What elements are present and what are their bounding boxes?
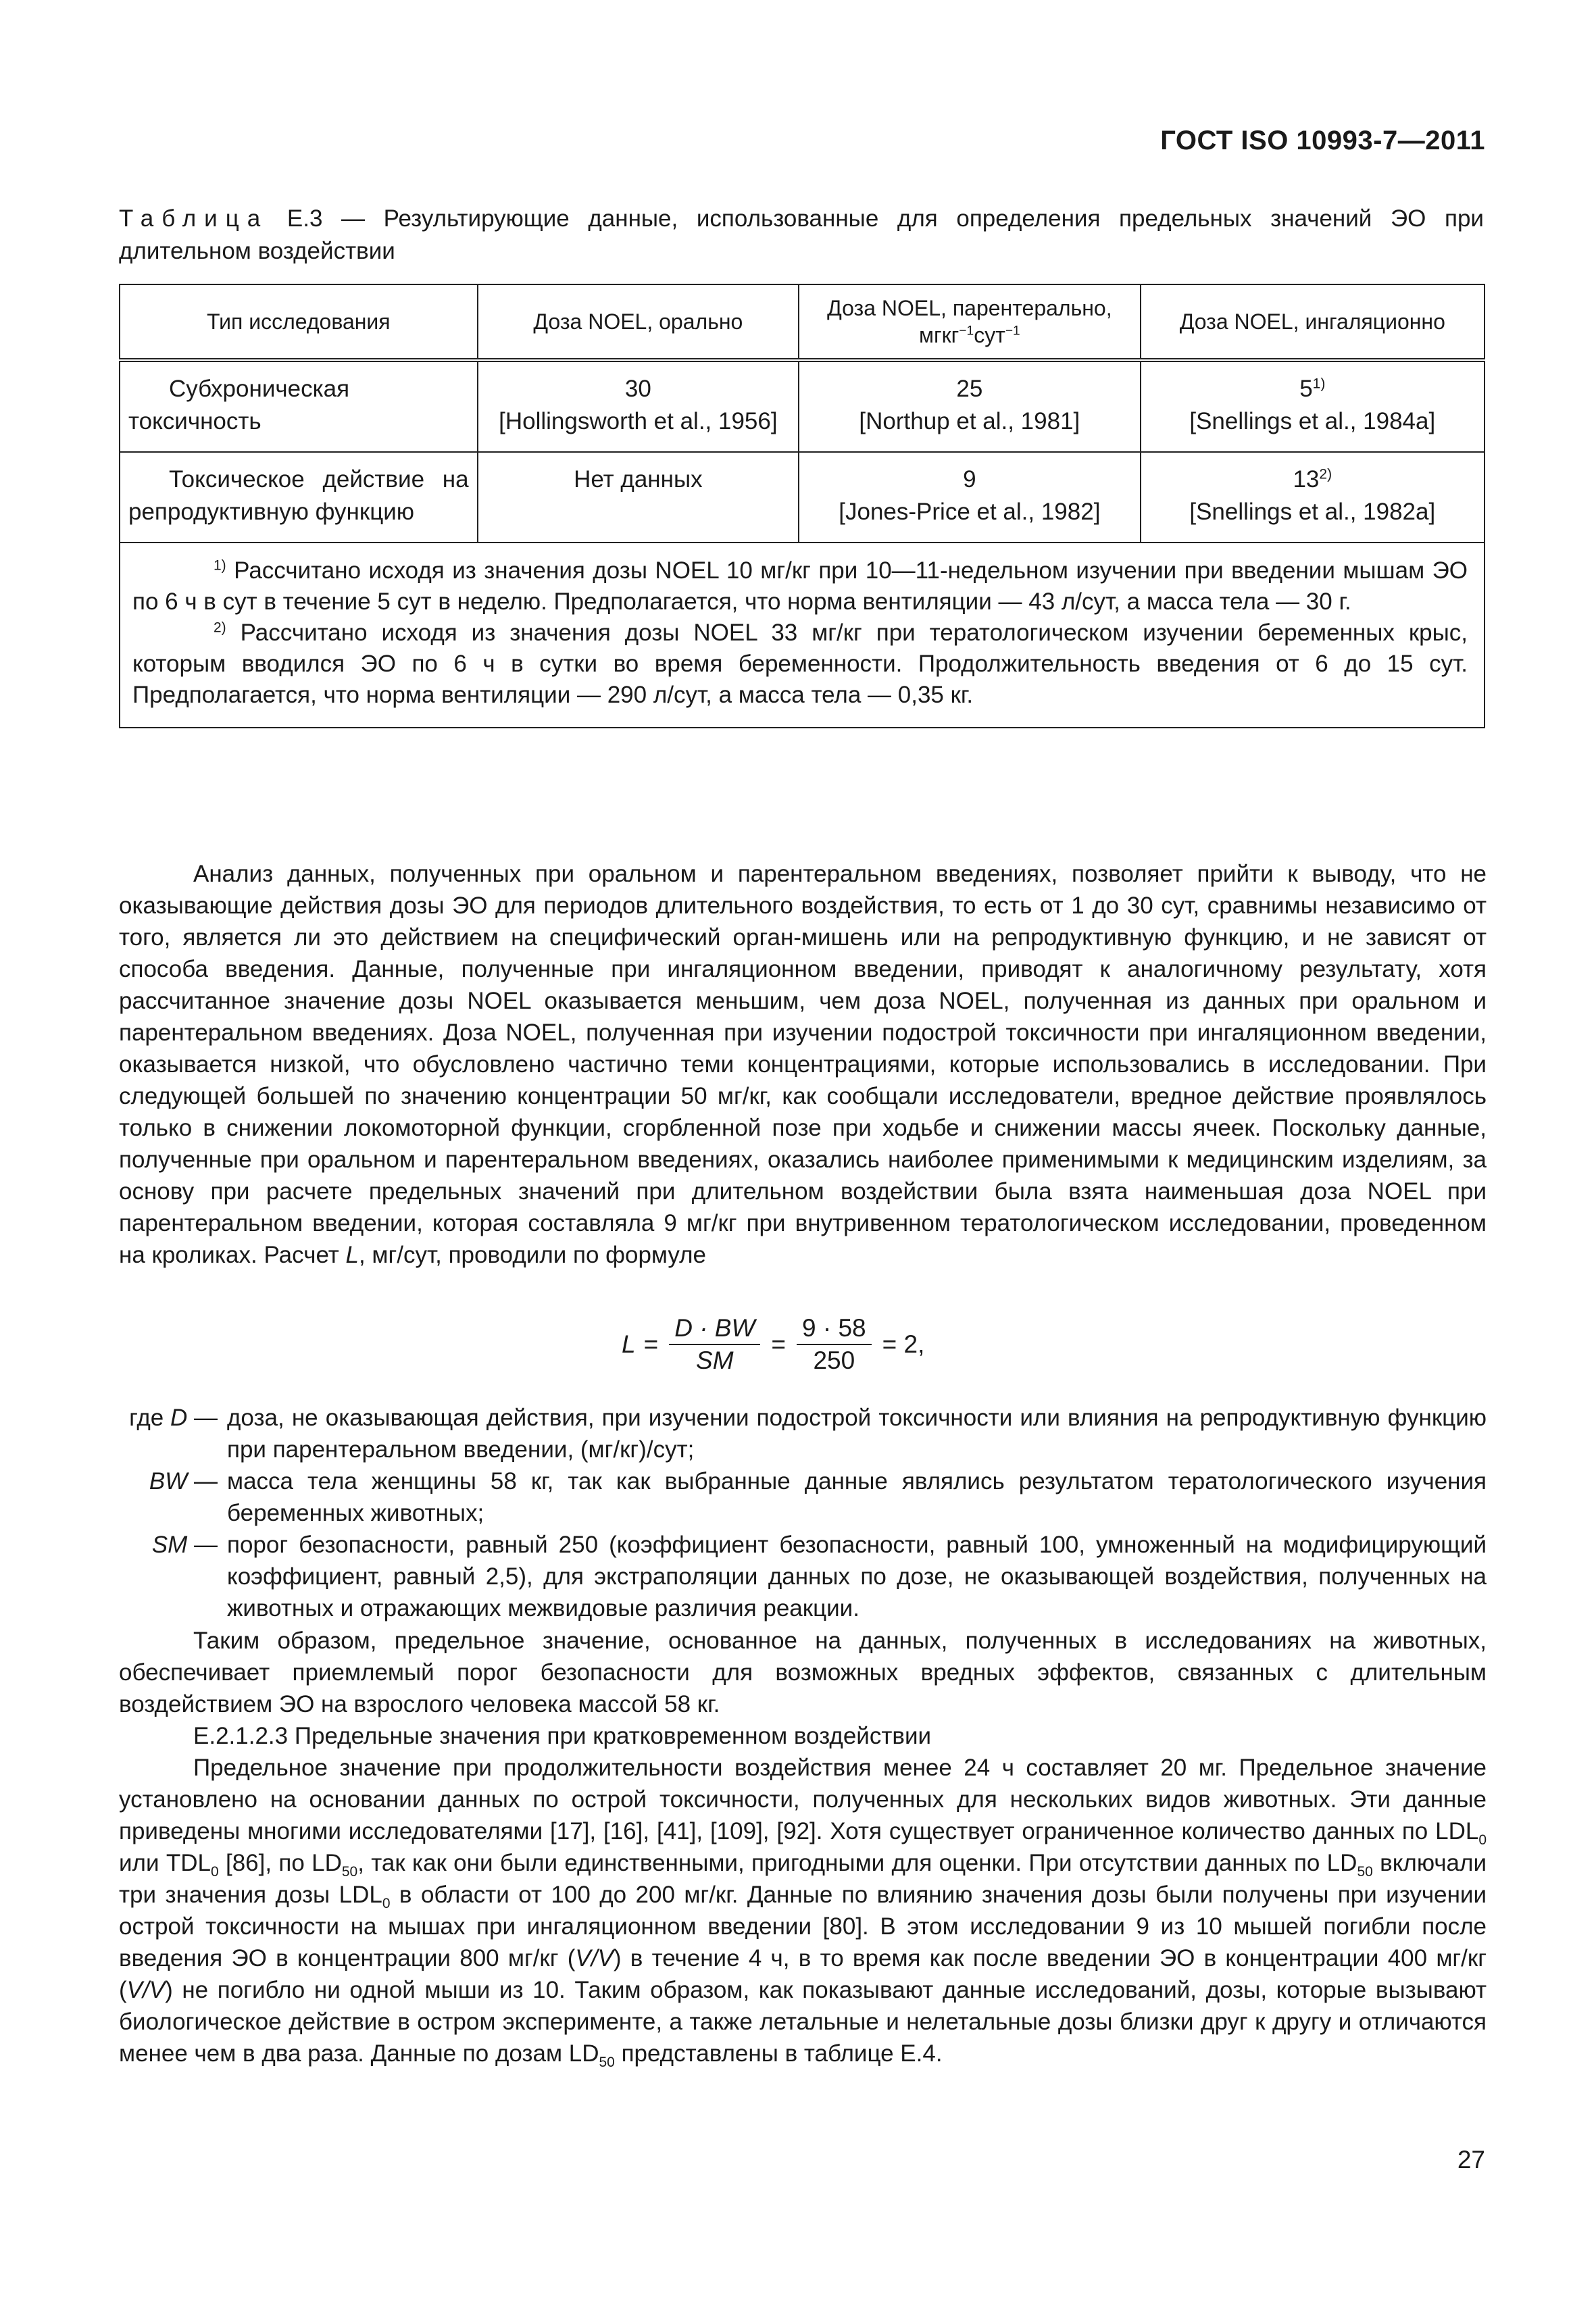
subscript: 50 [599, 2055, 615, 2070]
text-run: ) в течение 4 ч, в то время как после введении ЭО в концентрации 400 мг/кг ( [119, 1945, 1487, 2003]
analysis-paragraph [119, 858, 1487, 1271]
definition-symbol-name: D [170, 1405, 188, 1431]
formula-fraction-symbolic [669, 1314, 760, 1375]
definition-symbol-name: BW [149, 1468, 188, 1494]
text-run: в области от 100 до 200 мг/кг. Данные по влиянию значения дозы были получены при изучении острой токсичности на мышах при ингаляционном введении [80]. В этом исследовании 9 из 10 мышей погибли после введения ЭО в концентрации 800 мг/кг ( [119, 1882, 1487, 1971]
table-note [132, 555, 1468, 618]
formula-numerator-numeric: 9 · 58 [797, 1314, 872, 1345]
results-table [119, 284, 1485, 728]
cell-oral-value: Нет данных [574, 466, 703, 493]
col-header-unit-exp1: −1 [959, 324, 974, 338]
definition-text: доза, не оказывающая действия, при изучении подострой токсичности или влияния на репродуктивную функцию при парентеральном введении, (мг/кг)/сут; [227, 1405, 1487, 1463]
cell-parenteral [799, 360, 1140, 452]
col-header-parenteral-title: Доза NOEL, парентерально, [827, 296, 1112, 320]
table-caption-text: Е.3 — Результирующие данные, использованные для определения предельных значений ЭО при длительном воздействии [119, 205, 1484, 264]
cell-parenteral-ref: [Northup et al., 1981] [859, 408, 1080, 434]
conclusion-paragraph: Таким образом, предельное значение, основанное на данных, полученных в исследованиях на животных, обеспечивает приемлемый порог безопасности для возможных вредных эффектов, связанных с длительным воздействием ЭО на взрослого человека массой 58 кг. [119, 1628, 1487, 1717]
table-row [120, 452, 1485, 543]
definition-text: порог безопасности, равный 250 (коэффициент безопасности, равный 100, умноженный на модифицирующий коэффициент, равный 2,5), для экстраполяции данных по дозе, не оказывающей воздействия, полученных на животных и отражающих межвидовые различия реакции. [227, 1532, 1487, 1621]
standard-designation: ГОСТ ISO 10993-7—2011 [1160, 126, 1485, 155]
note-text: Рассчитано исходя из значения дозы NOEL 33 мг/кг при тератологическом изучении беременных крыс, которым вводился ЭО по 6 ч в сутки во время беременности. Продолжительность введения от 6 до 15 сут. Предполагается, что норма вентиляции — 290 л/сут, а масса тела — 0,35 кг. [132, 620, 1468, 708]
text-run: включали три значения дозы LDL [119, 1850, 1487, 1908]
cell-inhalation [1141, 360, 1485, 452]
formula-result: = 2, [882, 1330, 925, 1358]
text-run: , так как они были единственными, пригодными для оценки. При отсутствии данных по LD [357, 1850, 1357, 1876]
definition-dash: — [187, 1532, 218, 1558]
cell-parenteral [799, 452, 1140, 543]
cell-inhalation-ref: [Snellings et al., 1984a] [1189, 408, 1436, 434]
definition-dash: — [187, 1468, 218, 1494]
table-row [120, 360, 1485, 452]
formula-denominator-symbolic: SM [696, 1347, 734, 1374]
subscript: 0 [1478, 1832, 1487, 1848]
table-notes [120, 543, 1485, 728]
subscript: 0 [382, 1896, 391, 1911]
note-text: Рассчитано исходя из значения дозы NOEL 10 мг/кг при 10—11-недельном изучении при введении мышам ЭО по 6 ч в сут в течение 5 сут в неделю. Предполагается, что норма вентиляции — 43 л/сут, а масса тела — 30 г. [132, 557, 1468, 615]
col-header-study-type: Тип исследования [120, 284, 478, 360]
definition-symbol [119, 1529, 227, 1624]
col-header-parenteral [799, 284, 1140, 360]
cell-oral-ref: [Hollingsworth et al., 1956] [499, 408, 778, 434]
text-run: [86], по LD [218, 1850, 342, 1876]
symbol-L: L [345, 1242, 359, 1268]
table-caption [119, 203, 1484, 268]
section-heading: Е.2.1.2.3 Предельные значения при кратковременном воздействии [193, 1723, 932, 1749]
subscript: 50 [341, 1864, 358, 1880]
table-caption-prefix: Таблица [119, 205, 269, 232]
analysis-text-2: , мг/сут, проводили по формуле [358, 1242, 706, 1268]
page-number: 27 [1457, 2146, 1485, 2173]
cell-oral [478, 360, 799, 452]
cell-parenteral-value: 25 [956, 376, 983, 402]
cell-parenteral-value: 9 [963, 466, 976, 493]
definitions-list [119, 1402, 1487, 1624]
col-header-oral: Доза NOEL, орально [478, 284, 799, 360]
col-header-unit-exp2: −1 [1005, 324, 1020, 338]
cell-oral [478, 452, 799, 543]
cell-inhalation-ref: [Snellings et al., 1982a] [1189, 499, 1436, 525]
definition-symbol [119, 1465, 227, 1529]
definition-item [119, 1529, 1487, 1624]
analysis-section [119, 858, 1487, 1271]
cell-inhalation [1141, 452, 1485, 543]
volume-ratio: V/V [126, 1977, 166, 2003]
col-header-unit-day: сут [974, 323, 1005, 347]
definition-dash: — [187, 1405, 218, 1431]
definition-text: масса тела женщины 58 кг, так как выбранные данные являлись результатом тератологического изучения беременных животных; [227, 1468, 1487, 1526]
footnote-mark: 1) [1312, 376, 1326, 392]
subscript: 0 [210, 1864, 219, 1880]
text-run: ) не погибло ни одной мыши из 10. Таким образом, как показывают данные исследований, дозы, которые вызывают биологическое действие в остром эксперименте, а также летальные и нелетальные дозы близки друг к другу и отличаются менее чем в два раза. Данные по дозам LD [119, 1977, 1487, 2067]
text-run: представлены в таблице Е.4. [614, 2040, 943, 2067]
cell-parenteral-ref: [Jones-Price et al., 1982] [839, 499, 1101, 525]
formula-equals-2: = [771, 1330, 786, 1358]
cell-inhalation-value: 5 [1299, 376, 1313, 402]
formula-denominator-numeric: 250 [813, 1347, 855, 1374]
note-mark: 1) [214, 557, 226, 574]
cell-inhalation-value: 13 [1293, 466, 1320, 493]
formula-fraction-numeric [797, 1314, 872, 1375]
table-header-row [120, 284, 1485, 360]
short-term-paragraph [119, 1752, 1487, 2069]
analysis-text-1: Анализ данных, полученных при оральном и парентеральном введениях, позволяет прийти к выводу, что не оказывающие действия дозы ЭО для периодов длительного воздействия, то есть от 1 до 30 сут, сравнимы независимо от того, является ли это действием на специфический орган-мишень или на репродуктивную функцию, и не зависят от способа введения. Данные, полученные при ингаляционном введении, приводят к аналогичному результату, хотя рассчитанное значение дозы NOEL оказывается меньшим, чем доза NOEL, полученная из данных при оральном и парентеральном введениях. Доза NOEL, полученная при изучении подострой токсичности при ингаляционном введении, оказывается низкой, что обусловлено частично теми концентрациями, которые использовались в исследовании. При следующей большей по значению концентрации 50 мг/кг, как сообщали исследователи, вредное действие проявлялось только в снижении локомоторной функции, сгорбленной позе при ходьбе и снижении массы ячеек. Поскольку данные, полученные при оральном и парентеральном введениях, оказались наиболее применимыми к медицинским изделиям, за основу при расчете предельных значений при длительном воздействии была взята наименьшая доза NOEL при парентеральном введении, которая составляла 9 мг/кг при внутривенном тератологическом исследовании, проведенном на кроликах. Расчет [119, 861, 1487, 1268]
formula-lhs: L [622, 1330, 636, 1358]
conclusion-section [119, 1625, 1487, 2069]
definition-item [119, 1402, 1487, 1465]
col-header-unit-mgkg: мгкг [918, 323, 959, 347]
table-note [132, 618, 1468, 711]
formula-equals-1: = [643, 1330, 659, 1358]
text-run: Предельное значение при продолжительности воздействия менее 24 ч составляет 20 мг. Предельное значение установлено на основании данных по острой токсичности, полученных для нескольких видов животных. Эти данные приведены многими исследователями [17], [16], [41], [109], [92]. Хотя существует ограниченное количество данных по LDL [119, 1755, 1487, 1844]
formula [622, 1307, 924, 1382]
cell-study-type: Субхроническая токсичность [120, 360, 478, 452]
cell-study-type: Токсическое действие на репродуктивную функцию [120, 452, 478, 543]
footnote-mark: 2) [1319, 466, 1332, 482]
definition-item [119, 1465, 1487, 1529]
subscript: 50 [1357, 1864, 1373, 1880]
formula-numerator-symbolic: D · BW [669, 1314, 760, 1345]
definition-prefix: где [129, 1405, 170, 1431]
cell-oral-value: 30 [624, 376, 651, 402]
col-header-inhalation: Доза NOEL, ингаляционно [1141, 284, 1485, 360]
text-run: или TDL [119, 1850, 211, 1876]
definition-symbol [119, 1402, 227, 1465]
definition-symbol-name: SM [151, 1532, 188, 1558]
note-mark: 2) [214, 620, 226, 636]
table-notes-row [120, 543, 1485, 728]
volume-ratio: V/V [575, 1945, 614, 1971]
